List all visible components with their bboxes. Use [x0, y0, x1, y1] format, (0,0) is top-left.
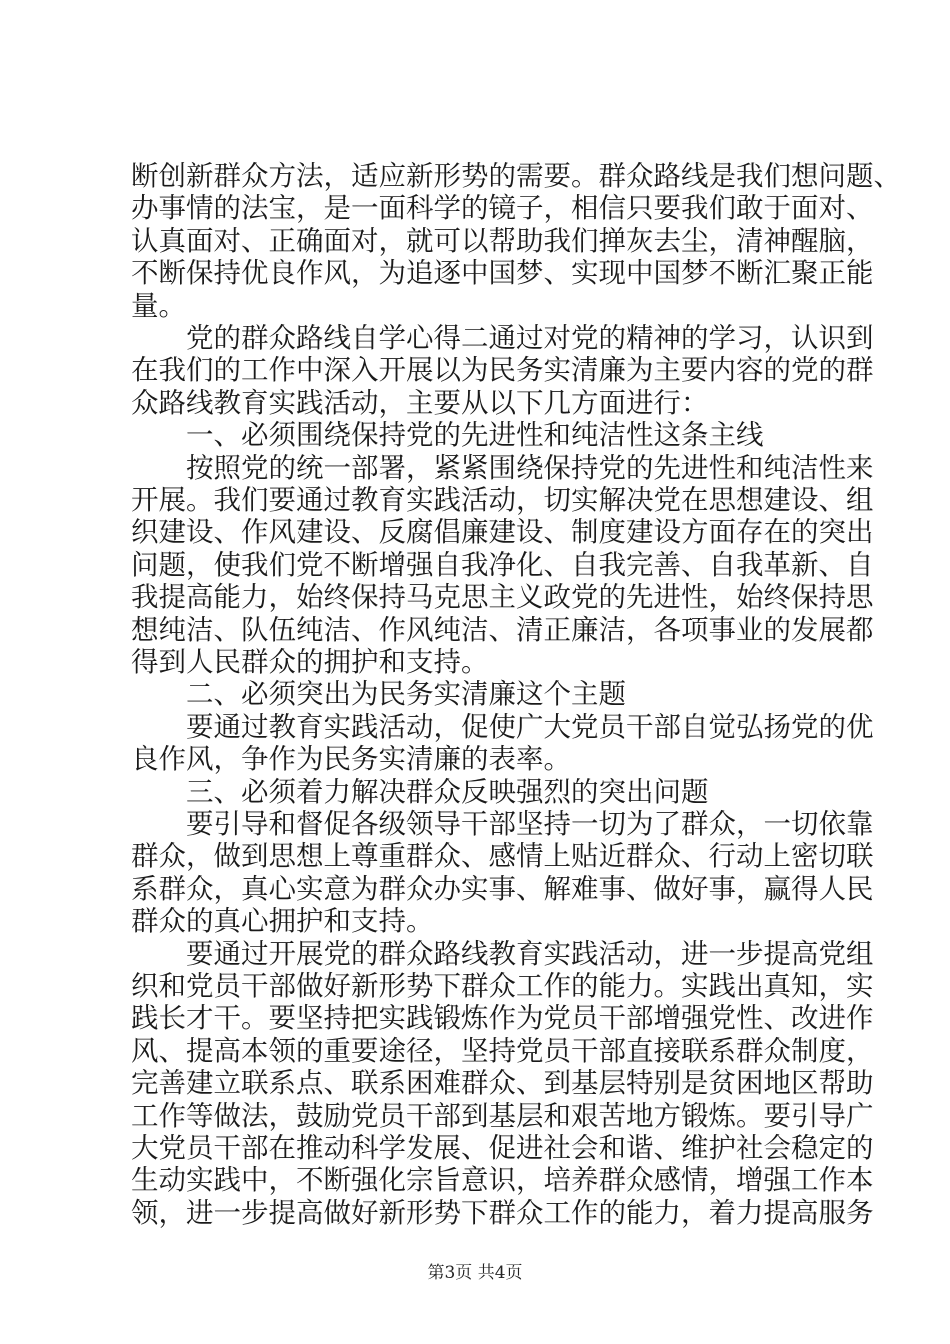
text-line: 领，进一步提高做好新形势下群众工作的能力，着力提高服务: [131, 1196, 874, 1229]
text-line: 认真面对、正确面对，就可以帮助我们掸灰去尘，清神醒脑，: [131, 224, 874, 257]
text-line: 工作等做法，鼓励党员干部到基层和艰苦地方锻炼。要引导广: [131, 1099, 874, 1132]
text-line: 要通过教育实践活动，促使广大党员干部自觉弘扬党的优: [131, 710, 874, 743]
text-line: 我提高能力，始终保持马克思主义政党的先进性，始终保持思: [131, 581, 874, 614]
text-line: 问题，使我们党不断增强自我净化、自我完善、自我革新、自: [131, 548, 874, 581]
text-line: 三、必须着力解决群众反映强烈的突出问题: [131, 775, 709, 808]
text-line: 群众的真心拥护和支持。: [131, 905, 434, 938]
text-line: 开展。我们要通过教育实践活动，切实解决党在思想建设、组: [131, 484, 874, 516]
text-line: 一、必须围绕保持党的先进性和纯洁性这条主线: [131, 419, 764, 452]
text-line: 要通过开展党的群众路线教育实践活动，进一步提高党组: [131, 937, 874, 970]
text-line: 生动实践中，不断强化宗旨意识，培养群众感情，增强工作本: [131, 1164, 874, 1197]
text-line: 良作风，争作为民务实清廉的表率。: [131, 743, 571, 776]
text-line: 风、提高本领的重要途径，坚持党员干部直接联系群众制度，: [131, 1034, 874, 1067]
text-line: 践长才干。要坚持把实践锻炼作为党员干部增强党性、改进作: [131, 1002, 874, 1035]
text-line: 党的群众路线自学心得二通过对党的精神的学习，认识到: [131, 322, 874, 354]
text-line: 不断保持优良作风，为追逐中国梦、实现中国梦不断汇聚正能: [131, 257, 874, 290]
text-line: 二、必须突出为民务实清廉这个主题: [131, 678, 626, 711]
text-line: 要引导和督促各级领导干部坚持一切为了群众，一切依靠: [131, 808, 874, 840]
text-line: 系群众，真心实意为群众办实事、解难事、做好事，赢得人民: [131, 872, 874, 905]
text-line: 大党员干部在推动科学发展、促进社会和谐、维护社会稳定的: [131, 1132, 874, 1164]
text-line: 在我们的工作中深入开展以为民务实清廉为主要内容的党的群: [131, 354, 874, 387]
text-line: 众路线教育实践活动，主要从以下几方面进行：: [131, 386, 709, 419]
text-line: 断创新群众方法，适应新形势的需要。群众路线是我们想问题、: [131, 160, 901, 192]
text-line: 织建设、作风建设、反腐倡廉建设、制度建设方面存在的突出: [131, 516, 874, 549]
text-line: 得到人民群众的拥护和支持。: [131, 646, 489, 678]
text-line: 量。: [131, 289, 186, 322]
text-line: 办事情的法宝，是一面科学的镜子，相信只要我们敢于面对、: [131, 192, 874, 225]
text-line: 想纯洁、队伍纯洁、作风纯洁、清正廉洁，各项事业的发展都: [131, 613, 874, 646]
text-line: 群众，做到思想上尊重群众、感情上贴近群众、行动上密切联: [131, 840, 874, 873]
text-line: 完善建立联系点、联系困难群众、到基层特别是贫困地区帮助: [131, 1067, 874, 1100]
page-footer: 第3页 共4页: [427, 1263, 523, 1283]
text-line: 按照党的统一部署，紧紧围绕保持党的先进性和纯洁性来: [131, 451, 874, 484]
text-line: 织和党员干部做好新形势下群众工作的能力。实践出真知，实: [131, 970, 874, 1002]
